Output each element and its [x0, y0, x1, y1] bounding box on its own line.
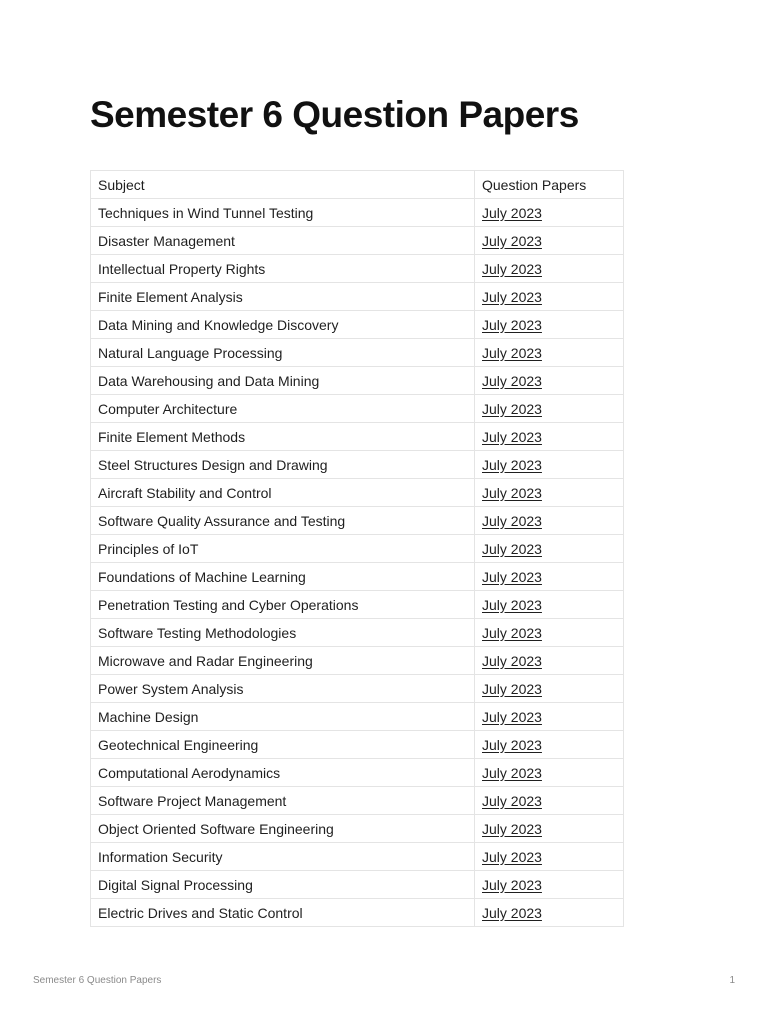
subject-cell: Object Oriented Software Engineering — [91, 815, 475, 843]
table-row — [91, 283, 624, 311]
subject-cell: Software Project Management — [91, 787, 475, 815]
subject-cell: Finite Element Methods — [91, 423, 475, 451]
question-paper-link[interactable]: July 2023 — [482, 820, 542, 837]
question-paper-link[interactable]: July 2023 — [482, 904, 542, 921]
question-paper-cell — [475, 899, 624, 927]
question-paper-link[interactable]: July 2023 — [482, 652, 542, 669]
subject-cell: Data Warehousing and Data Mining — [91, 367, 475, 395]
table-row — [91, 647, 624, 675]
footer-document-title: Semester 6 Question Papers — [33, 975, 162, 986]
subject-cell: Computational Aerodynamics — [91, 759, 475, 787]
question-paper-cell — [475, 843, 624, 871]
question-paper-link[interactable]: July 2023 — [482, 624, 542, 641]
table-row — [91, 703, 624, 731]
question-paper-cell — [475, 395, 624, 423]
table-header-row — [91, 171, 624, 199]
question-paper-cell — [475, 227, 624, 255]
column-header-subject: Subject — [91, 171, 475, 199]
question-paper-cell — [475, 815, 624, 843]
table-row — [91, 339, 624, 367]
question-paper-link[interactable]: July 2023 — [482, 316, 542, 333]
footer-page-number: 1 — [729, 975, 735, 986]
question-paper-cell — [475, 367, 624, 395]
question-paper-cell — [475, 675, 624, 703]
question-paper-link[interactable]: July 2023 — [482, 232, 542, 249]
question-paper-cell — [475, 535, 624, 563]
subject-cell: Information Security — [91, 843, 475, 871]
subject-cell: Techniques in Wind Tunnel Testing — [91, 199, 475, 227]
subject-cell: Microwave and Radar Engineering — [91, 647, 475, 675]
subject-cell: Power System Analysis — [91, 675, 475, 703]
question-paper-cell — [475, 619, 624, 647]
table-row — [91, 563, 624, 591]
column-header-question-papers: Question Papers — [475, 171, 624, 199]
question-paper-cell — [475, 199, 624, 227]
question-paper-link[interactable]: July 2023 — [482, 848, 542, 865]
subject-cell: Geotechnical Engineering — [91, 731, 475, 759]
question-paper-cell — [475, 451, 624, 479]
question-paper-link[interactable]: July 2023 — [482, 260, 542, 277]
subject-cell: Intellectual Property Rights — [91, 255, 475, 283]
question-paper-cell — [475, 787, 624, 815]
question-papers-table — [90, 170, 624, 927]
table-row — [91, 843, 624, 871]
question-paper-cell — [475, 563, 624, 591]
subject-cell: Computer Architecture — [91, 395, 475, 423]
subject-cell: Software Testing Methodologies — [91, 619, 475, 647]
table-row — [91, 619, 624, 647]
table-row — [91, 731, 624, 759]
table-row — [91, 759, 624, 787]
table-body — [91, 199, 624, 927]
question-paper-cell — [475, 591, 624, 619]
question-paper-link[interactable]: July 2023 — [482, 344, 542, 361]
table-row — [91, 591, 624, 619]
question-paper-cell — [475, 647, 624, 675]
table-row — [91, 535, 624, 563]
page-title: Semester 6 Question Papers — [90, 94, 579, 135]
subject-cell: Software Quality Assurance and Testing — [91, 507, 475, 535]
question-paper-cell — [475, 871, 624, 899]
question-paper-cell — [475, 507, 624, 535]
question-paper-cell — [475, 311, 624, 339]
table-row — [91, 899, 624, 927]
question-paper-link[interactable]: July 2023 — [482, 372, 542, 389]
table-row — [91, 815, 624, 843]
subject-cell: Foundations of Machine Learning — [91, 563, 475, 591]
question-paper-link[interactable]: July 2023 — [482, 204, 542, 221]
table-row — [91, 451, 624, 479]
question-paper-link[interactable]: July 2023 — [482, 680, 542, 697]
table-row — [91, 871, 624, 899]
question-paper-link[interactable]: July 2023 — [482, 512, 542, 529]
question-paper-link[interactable]: July 2023 — [482, 428, 542, 445]
subject-cell: Principles of IoT — [91, 535, 475, 563]
subject-cell: Steel Structures Design and Drawing — [91, 451, 475, 479]
question-paper-link[interactable]: July 2023 — [482, 708, 542, 725]
subject-cell: Data Mining and Knowledge Discovery — [91, 311, 475, 339]
question-paper-link[interactable]: July 2023 — [482, 540, 542, 557]
question-paper-cell — [475, 283, 624, 311]
table-row — [91, 787, 624, 815]
question-paper-link[interactable]: July 2023 — [482, 764, 542, 781]
table-row — [91, 423, 624, 451]
question-paper-cell — [475, 255, 624, 283]
subject-cell: Digital Signal Processing — [91, 871, 475, 899]
question-paper-link[interactable]: July 2023 — [482, 568, 542, 585]
table-row — [91, 395, 624, 423]
table-row — [91, 479, 624, 507]
question-paper-link[interactable]: July 2023 — [482, 876, 542, 893]
subject-cell: Machine Design — [91, 703, 475, 731]
question-paper-cell — [475, 423, 624, 451]
question-paper-cell — [475, 759, 624, 787]
question-paper-cell — [475, 479, 624, 507]
question-paper-link[interactable]: July 2023 — [482, 792, 542, 809]
subject-cell: Natural Language Processing — [91, 339, 475, 367]
table-row — [91, 227, 624, 255]
question-paper-cell — [475, 339, 624, 367]
question-paper-link[interactable]: July 2023 — [482, 596, 542, 613]
table-row — [91, 199, 624, 227]
question-paper-link[interactable]: July 2023 — [482, 400, 542, 417]
table-row — [91, 255, 624, 283]
table-row — [91, 675, 624, 703]
subject-cell: Disaster Management — [91, 227, 475, 255]
table-row — [91, 311, 624, 339]
question-paper-link[interactable]: July 2023 — [482, 456, 542, 473]
question-paper-link[interactable]: July 2023 — [482, 484, 542, 501]
subject-cell: Aircraft Stability and Control — [91, 479, 475, 507]
question-paper-cell — [475, 731, 624, 759]
question-paper-link[interactable]: July 2023 — [482, 288, 542, 305]
question-paper-cell — [475, 703, 624, 731]
subject-cell: Finite Element Analysis — [91, 283, 475, 311]
table-row — [91, 507, 624, 535]
subject-cell: Penetration Testing and Cyber Operations — [91, 591, 475, 619]
question-paper-link[interactable]: July 2023 — [482, 736, 542, 753]
table-row — [91, 367, 624, 395]
subject-cell: Electric Drives and Static Control — [91, 899, 475, 927]
